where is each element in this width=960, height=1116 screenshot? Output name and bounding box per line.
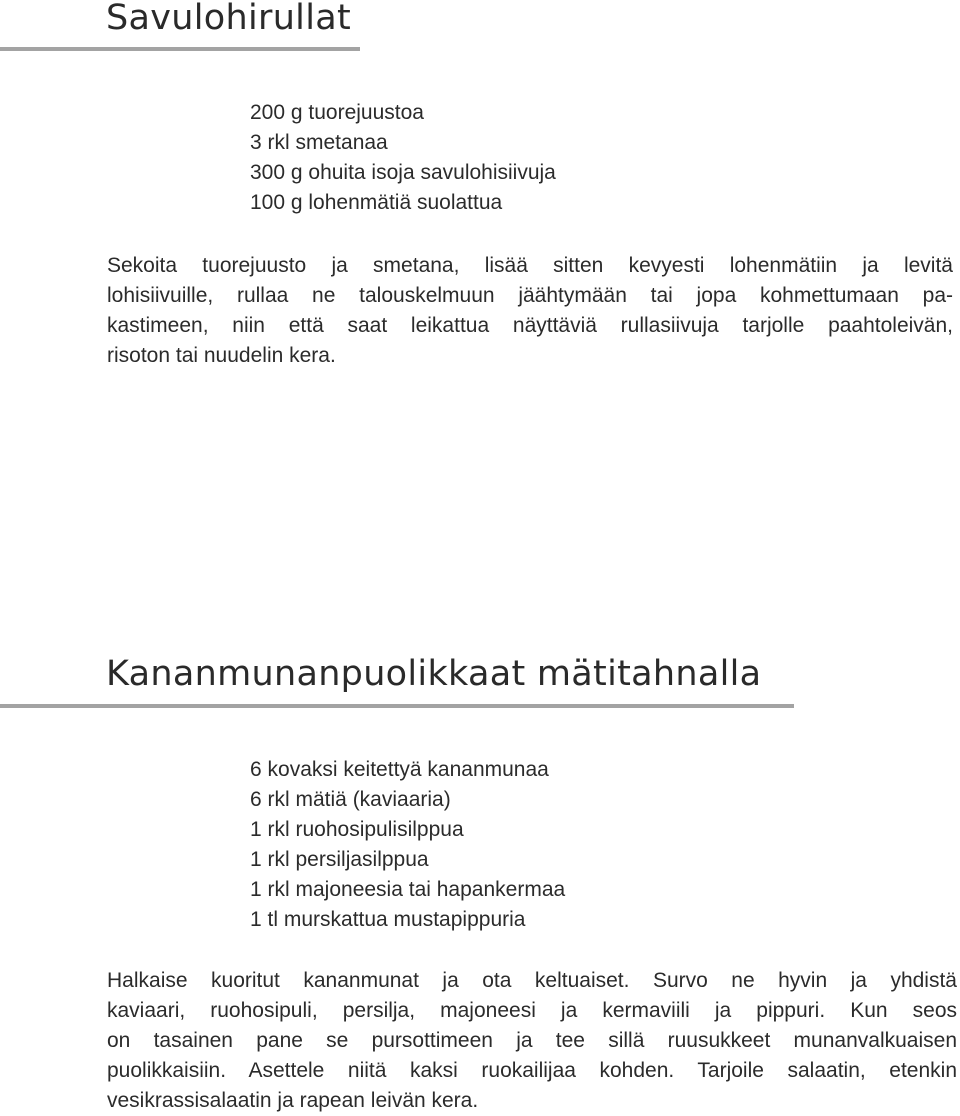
ingredient-item: 300 g ohuita isoja savulohisiivuja (250, 161, 556, 184)
title-underline (0, 47, 360, 51)
method-line: kastimeen, niin että saat leikattua näyttäviä rullasiivuja tarjolle paahtoleivän, (107, 314, 953, 337)
ingredient-item: 1 rkl persiljasilppua (250, 848, 429, 871)
ingredient-item: 1 rkl ruohosipulisilppua (250, 818, 464, 841)
method-line: vesikrassisalaatin ja rapean leivän kera. (107, 1089, 479, 1112)
method-line: lohisiivuille, rullaa ne talouskelmuun jäähtymään tai jopa kohmettumaan pa- (107, 284, 953, 307)
title-underline (0, 704, 794, 708)
ingredient-item: 6 kovaksi keitettyä kananmunaa (250, 758, 549, 781)
ingredient-item: 100 g lohenmätiä suolattua (250, 191, 503, 214)
ingredient-list (250, 755, 565, 935)
ingredient-item: 200 g tuorejuustoa (250, 101, 424, 124)
method-line: Sekoita tuorejuusto ja smetana, lisää sitten kevyesti lohenmätiin ja levitä (107, 254, 953, 277)
method-line: kaviaari, ruohosipuli, persilja, majoneesi ja kermaviili ja pippuri. Kun seos (107, 999, 957, 1022)
method-paragraph (107, 966, 957, 1116)
ingredient-item: 3 rkl smetanaa (250, 131, 388, 154)
method-line: on tasainen pane se pursottimeen ja tee sillä ruusukkeet munanvalkuaisen (107, 1029, 957, 1052)
ingredient-item: 1 rkl majoneesia tai hapankermaa (250, 878, 566, 901)
method-line: puolikkaisiin. Asettele niitä kaksi ruokailijaa kohden. Tarjoile salaatin, etenkin (107, 1059, 957, 1082)
method-paragraph (107, 251, 953, 371)
ingredient-item: 1 tl murskattua mustapippuria (250, 908, 526, 931)
method-line: Halkaise kuoritut kananmunat ja ota keltuaiset. Survo ne hyvin ja yhdistä (107, 969, 957, 992)
method-line: risoton tai nuudelin kera. (107, 344, 336, 367)
ingredient-item: 6 rkl mätiä (kaviaaria) (250, 788, 451, 811)
ingredient-list (250, 98, 556, 218)
recipe-title: Kananmunanpuolikkaat mätitahnalla (106, 654, 762, 694)
recipe-title: Savulohirullat (106, 0, 351, 38)
